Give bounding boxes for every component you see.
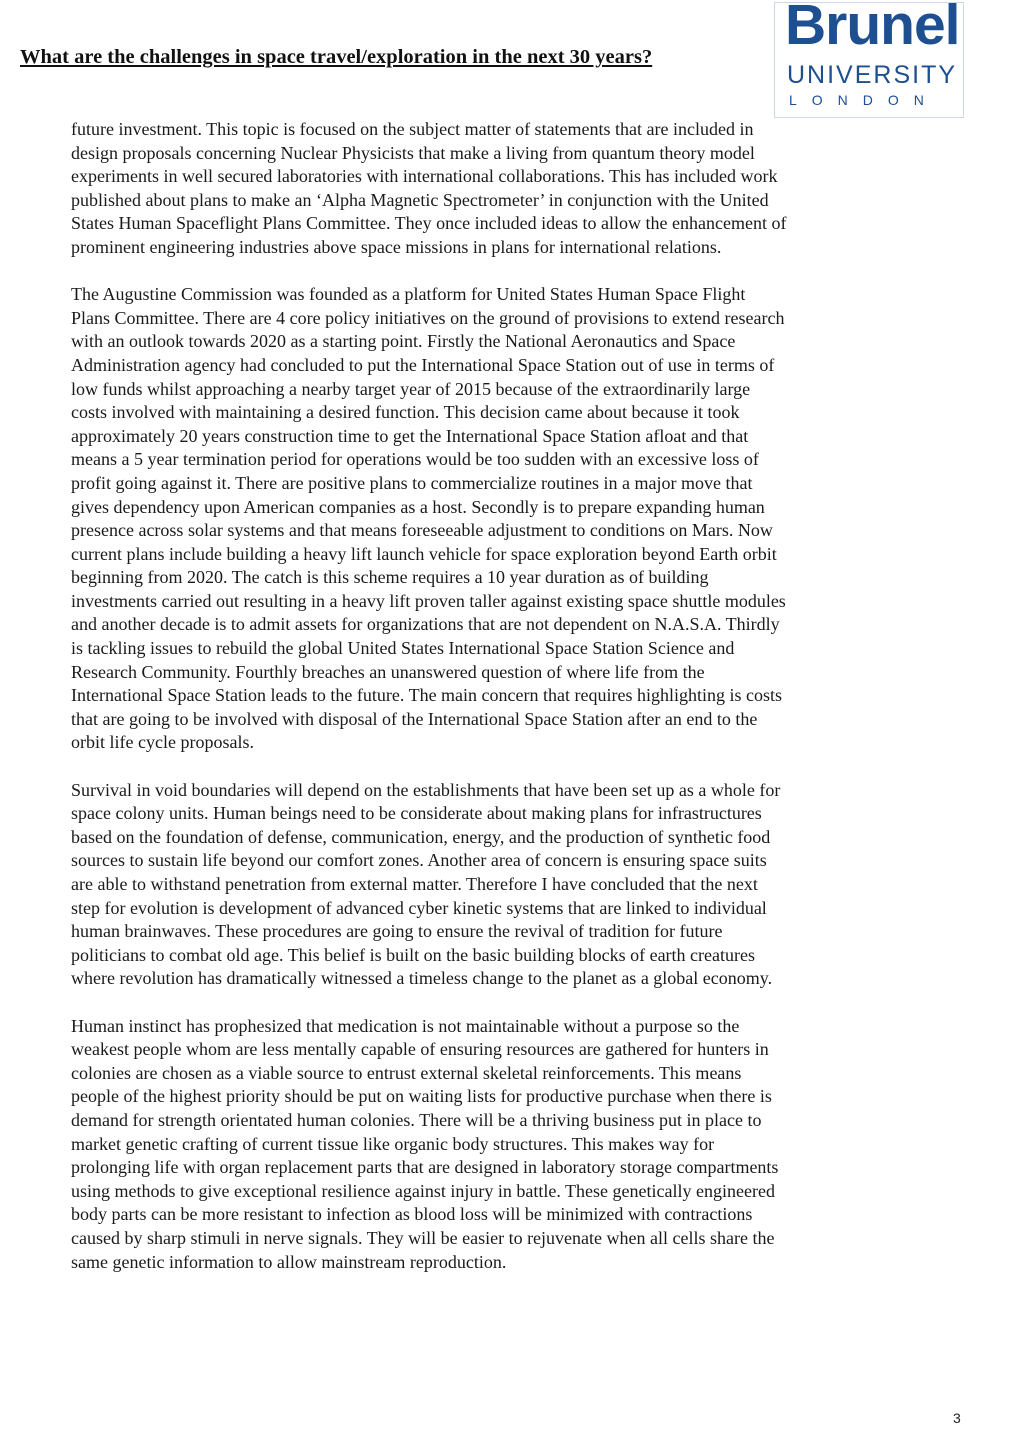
page-title: What are the challenges in space travel/exploration in the next 30 years?	[20, 46, 653, 68]
paragraph-human-instinct: Human instinct has prophesized that medication is not maintainable without a purpose so the weakest people whom are less mentally capable of ensuring resources are gathered for hunters in colonies are chosen as a viable source to entrust external skeletal reinforcements. This means people of the highest priority should be put on waiting lists for productive purchase when there is demand for strength orientated human colonies. There will be a thriving business put in place to market genetic crafting of current tissue like organic body structures. This makes way for prolonging life with organ replacement parts that are designed in laboratory storage compartments using methods to give exceptional resilience against injury in battle. These genetically engineered body parts can be more resistant to infection as blood loss will be minimized with contractions caused by sharp stimuli in nerve signals. They will be easier to rejuvenate when all cells share the same genetic information to allow mainstream reproduction.	[71, 1015, 779, 1272]
paragraph-survival: Survival in void boundaries will depend on the establishments that have been set up as a whole for space colony units. Human beings need to be considerate about making plans for infrastructures based on the foundation of defense, communication, energy, and the production of synthetic food sources to sustain life beyond our comfort zones. Another area of concern is ensuring space suits are able to withstand penetration from external matter. Therefore I have concluded that the next step for evolution is development of advanced cyber kinetic systems that are linked to individual human brainwaves. These procedures are going to ensure the revival of tradition for future politicians to combat old age. This belief is built on the basic building blocks of earth creatures where revolution has dramatically witnessed a timeless change to the planet as a global economy.	[71, 779, 781, 989]
logo-wordmark-london: LONDON	[789, 92, 939, 108]
logo-wordmark-brunel: Brunel	[785, 0, 960, 57]
brunel-university-logo	[774, 2, 964, 118]
logo-wordmark-university: UNIVERSITY	[787, 61, 958, 89]
document-body	[71, 118, 931, 1298]
paragraph-augustine-commission: The Augustine Commission was founded as a platform for United States Human Space Flight Plans Committee. There are 4 core policy initiatives on the ground of provisions to extend research with an outlook towards 2020 as a starting point. Firstly the National Aeronautics and Space Administration agency had concluded to put the International Space Station out of use in terms of low funds whilst approaching a nearby target year of 2015 because of the extraordinarily large costs involved with maintaining a desired function. This decision came about because it took approximately 20 years construction time to get the International Space Station afloat and that means a 5 year termination period for operations would be too sudden with an excessive loss of profit going against it. There are positive plans to commercialize routines in a major move that gives dependency upon American companies as a host. Secondly is to prepare expanding human presence across solar systems and that means foreseeable adjustment to conditions on Mars. Now current plans include building a heavy lift launch vehicle for space exploration beyond Earth orbit beginning from 2020. The catch is this scheme requires a 10 year duration as of building investments carried out resulting in a heavy lift proven taller against existing space shuttle modules and another decade is to admit assets for organizations that are not dependent on N.A.S.A. Thirdly is tackling issues to rebuild the global United States International Space Station Science and Research Community. Fourthly breaches an unanswered question of where life from the International Space Station leads to the future. The main concern that requires highlighting is costs that are going to be involved with disposal of the International Space Station after an end to the orbit life cycle proposals.	[71, 284, 786, 753]
page-number: 3	[953, 1410, 961, 1426]
paragraph-investment: future investment. This topic is focused on the subject matter of statements that are included in design proposals concerning Nuclear Physicists that make a living from quantum theory model experiments in well secured laboratories with international collaborations. This has included work published about plans to make an ‘Alpha Magnetic Spectrometer’ in conjunction with the United States Human Spaceflight Plans Committee. They once included ideas to allow the enhancement of prominent engineering industries above space missions in plans for international relations.	[71, 119, 787, 257]
